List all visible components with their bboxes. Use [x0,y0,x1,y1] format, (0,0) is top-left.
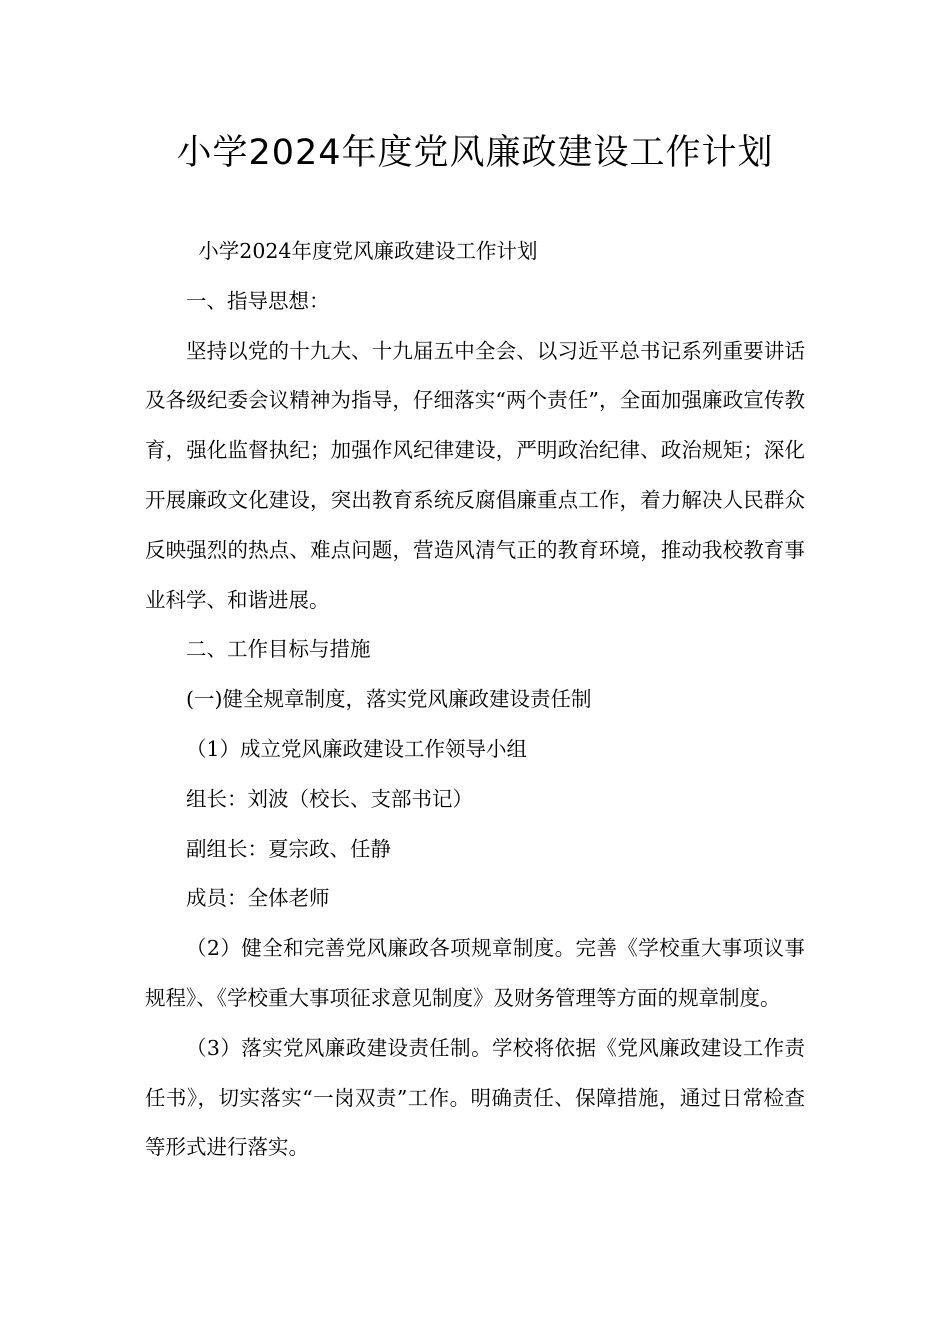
item-rules-paragraph: （2）健全和完善党风廉政各项规章制度。完善《学校重大事项议事规程》、《学校重大事项征求意见制度》及财务管理等方面的规章制度。 [145,936,805,1010]
item-responsibility-paragraph: （3）落实党风廉政建设责任制。学校将依据《党风廉政建设工作责任书》，切实落实“一岗双责”工作。明确责任、保障措施，通过日常检查等形式进行落实。 [145,1035,805,1160]
group-leader-line: 组长：刘波（校长、支部书记） [186,786,473,811]
item-leading-group: （1）成立党风廉政建设工作领导小组 [186,736,528,761]
deputy-leader-line: 副组长：夏宗政、任静 [186,836,391,861]
paragraph-guiding-ideology: 坚持以党的十九大、十九届五中全会、以习近平总书记系列重要讲话及各级纪委会议精神为指导，仔细落实“两个责任”，全面加强廉政宣传教育，强化监督执纪；加强作风纪律建设，严明政治纪律、政治规矩；深化开展廉政文化建设，突出教育系统反腐倡廉重点工作，着力解决人民群众反映强烈的热点、难点问题，营造风清气正的教育环境，推动我校教育事业科学、和谐进展。 [145,338,805,612]
document-subtitle: 小学2024年度党风廉政建设工作计划 [198,239,538,263]
section-heading-goals-measures: 二、工作目标与措施 [186,637,371,662]
members-line: 成员：全体老师 [186,886,330,911]
document-title: 小学2024年度党风廉政建设工作计划 [176,133,774,173]
document-body [145,227,805,1173]
section-heading-guiding-ideology: 一、指导思想： [186,288,330,313]
subsection-heading-regulations: (一)健全规章制度，落实党风廉政建设责任制 [186,687,592,712]
